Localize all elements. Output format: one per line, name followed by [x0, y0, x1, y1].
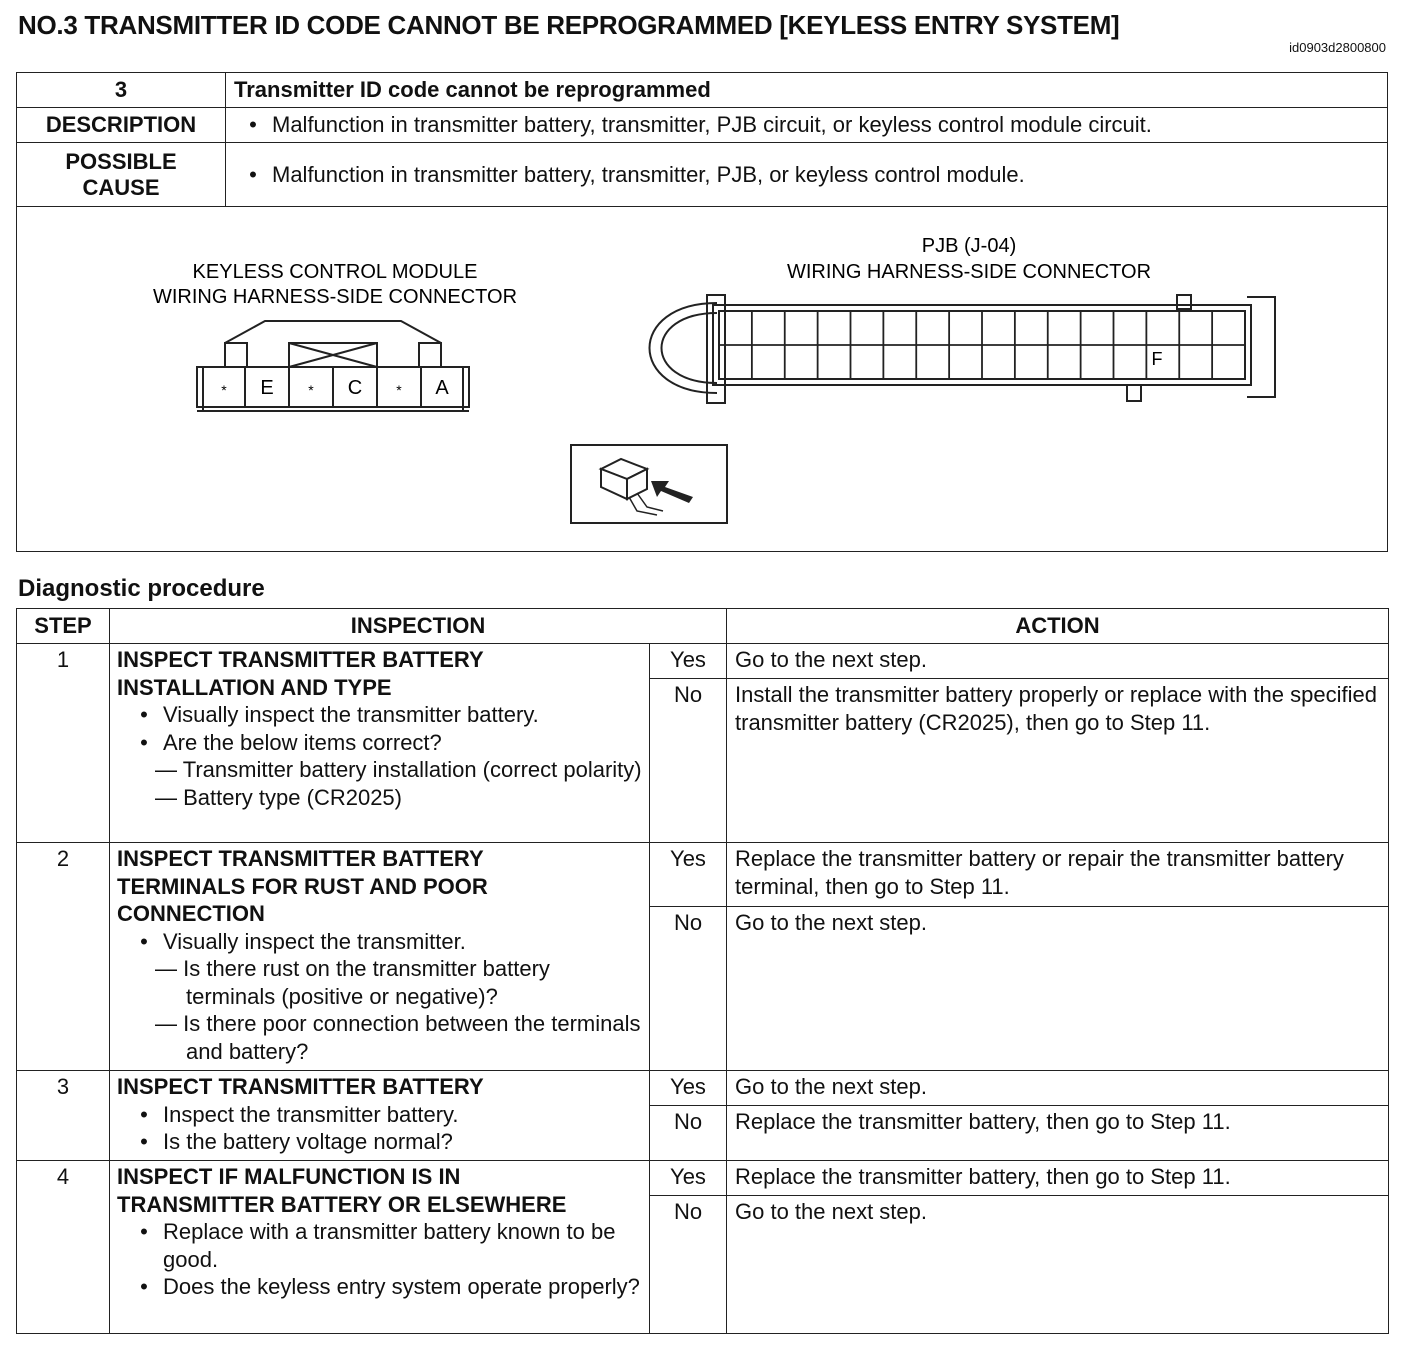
result-yes: Yes	[650, 644, 727, 679]
inspection-title: INSPECT IF MALFUNCTION IS IN	[117, 1164, 461, 1189]
description-cell	[226, 108, 1388, 143]
kcm-label-line1: KEYLESS CONTROL MODULE	[192, 261, 478, 283]
bullet: •	[140, 1101, 148, 1127]
diagnostic-procedure-heading: Diagnostic procedure	[18, 575, 265, 602]
connector-figure	[17, 207, 1388, 552]
kcm-pin-6: A	[435, 377, 449, 399]
description-text: Malfunction in transmitter battery, transmitter, PJB circuit, or keyless control module circuit.	[272, 112, 1152, 137]
inspection-bullet-text: Visually inspect the transmitter battery.	[163, 702, 539, 727]
inspection-title: INSPECT TRANSMITTER BATTERY	[117, 1074, 484, 1099]
description-label: DESCRIPTION	[17, 108, 226, 143]
bullet: •	[140, 1274, 148, 1299]
result-yes: Yes	[650, 1161, 727, 1196]
bullet: •	[249, 161, 257, 187]
inspection-bullet	[117, 701, 643, 729]
step-number: 4	[17, 1161, 110, 1334]
inspection-bullet	[117, 1128, 643, 1156]
pjb-connector	[650, 295, 1276, 403]
pjb-label-line1: PJB (J-04)	[921, 235, 1017, 257]
inspection-bullet-text: Replace with a transmitter battery known to be good.	[163, 1219, 616, 1272]
inspection-bullet	[117, 1101, 643, 1129]
possible-cause-label-line1: POSSIBLE	[65, 148, 177, 174]
pjb-pin-f: F	[1151, 349, 1163, 369]
inspection-bullet-text: Does the keyless entry system operate properly?	[163, 1274, 640, 1299]
kcm-pins	[221, 377, 449, 399]
action-yes: Replace the transmitter battery, then go to Step 11.	[727, 1161, 1389, 1196]
action-yes: Go to the next step.	[727, 644, 1389, 679]
summary-table	[16, 72, 1388, 552]
column-header-inspection: INSPECTION	[110, 609, 727, 644]
action-yes: Go to the next step.	[727, 1071, 1389, 1106]
harness-side-view-icon	[571, 445, 727, 523]
kcm-pin-5: *	[396, 382, 402, 398]
kcm-pin-2: E	[260, 377, 274, 399]
inspection-subitem: — Transmitter battery installation (correct polarity)	[155, 757, 642, 782]
possible-cause-label-line2: CAUSE	[82, 174, 160, 200]
diagnostic-procedure-table	[16, 608, 1389, 1334]
column-header-action: ACTION	[727, 609, 1389, 644]
inspection-subitem: — Is there rust on the transmitter battery terminals (positive or negative)?	[155, 956, 550, 1009]
inspection-bullet	[117, 729, 643, 757]
inspection-bullet	[117, 1218, 643, 1273]
inspection-title: TERMINALS FOR RUST AND POOR	[117, 873, 488, 899]
action-no: Install the transmitter battery properly or replace with the specified transmitter battery (CR2025), then go to Step 11.	[727, 679, 1389, 843]
inspection-title: CONNECTION	[117, 901, 265, 926]
inspection-title: INSPECT TRANSMITTER BATTERY	[117, 846, 484, 871]
result-no: No	[650, 679, 727, 843]
action-no: Replace the transmitter battery, then go to Step 11.	[727, 1106, 1389, 1161]
kcm-pin-1: *	[221, 382, 227, 398]
page-title: NO.3 TRANSMITTER ID CODE CANNOT BE REPROGRAMMED [KEYLESS ENTRY SYSTEM]	[18, 10, 1120, 40]
kcm-pin-4: C	[347, 377, 363, 399]
bullet: •	[249, 112, 257, 137]
result-no: No	[650, 1196, 727, 1334]
inspection-bullet	[117, 1273, 643, 1301]
connector-figure-svg	[17, 207, 1387, 551]
result-no: No	[650, 1106, 727, 1161]
summary-heading: Transmitter ID code cannot be reprogrammed	[226, 73, 1388, 108]
bullet: •	[140, 1129, 148, 1154]
inspection-cell	[110, 843, 650, 1071]
result-yes: Yes	[650, 1071, 727, 1106]
inspection-bullet-text: Is the battery voltage normal?	[163, 1129, 453, 1154]
kcm-connector	[197, 321, 469, 411]
inspection-cell	[110, 644, 650, 843]
table-row-step-3-yes	[17, 1071, 1389, 1106]
column-header-step: STEP	[17, 609, 110, 644]
action-yes: Replace the transmitter battery or repair the transmitter battery terminal, then go to Step 11.	[727, 843, 1389, 907]
inspection-bullet-text: Visually inspect the transmitter.	[163, 928, 466, 954]
possible-cause-cell	[226, 143, 1388, 207]
inspection-subitem: — Is there poor connection between the terminals and battery?	[155, 1011, 641, 1064]
result-no: No	[650, 907, 727, 1071]
table-row-step-4-yes	[17, 1161, 1389, 1196]
inspection-subitem: — Battery type (CR2025)	[155, 784, 402, 810]
inspection-cell	[110, 1161, 650, 1334]
inspection-title: INSPECT TRANSMITTER BATTERY	[117, 647, 484, 672]
possible-cause-label	[17, 143, 226, 207]
action-no: Go to the next step.	[727, 1196, 1389, 1334]
inspection-title: TRANSMITTER BATTERY OR ELSEWHERE	[117, 1191, 567, 1217]
action-no: Go to the next step.	[727, 907, 1389, 1071]
step-number: 2	[17, 843, 110, 1071]
step-number: 1	[17, 644, 110, 843]
bullet: •	[140, 729, 148, 755]
inspection-bullet-text: Are the below items correct?	[163, 729, 442, 755]
inspection-bullet-text: Inspect the transmitter battery.	[163, 1101, 459, 1127]
inspection-title: INSTALLATION AND TYPE	[117, 674, 392, 700]
summary-number: 3	[17, 73, 226, 108]
inspection-cell	[110, 1071, 650, 1161]
pjb-label-line2: WIRING HARNESS-SIDE CONNECTOR	[786, 261, 1152, 283]
table-row-step-2-yes	[17, 843, 1389, 907]
pjb-cavity-grid	[719, 311, 1245, 379]
kcm-pin-3: *	[308, 382, 314, 398]
inspection-bullet	[117, 928, 643, 956]
document-id: id0903d2800800	[1289, 40, 1386, 55]
kcm-label-line2: WIRING HARNESS-SIDE CONNECTOR	[152, 286, 518, 308]
table-row-step-1-yes	[17, 644, 1389, 679]
result-yes: Yes	[650, 843, 727, 907]
possible-cause-text: Malfunction in transmitter battery, transmitter, PJB, or keyless control module.	[272, 161, 1025, 187]
bullet: •	[140, 928, 148, 954]
step-number: 3	[17, 1071, 110, 1161]
bullet: •	[140, 702, 148, 727]
bullet: •	[140, 1219, 148, 1244]
